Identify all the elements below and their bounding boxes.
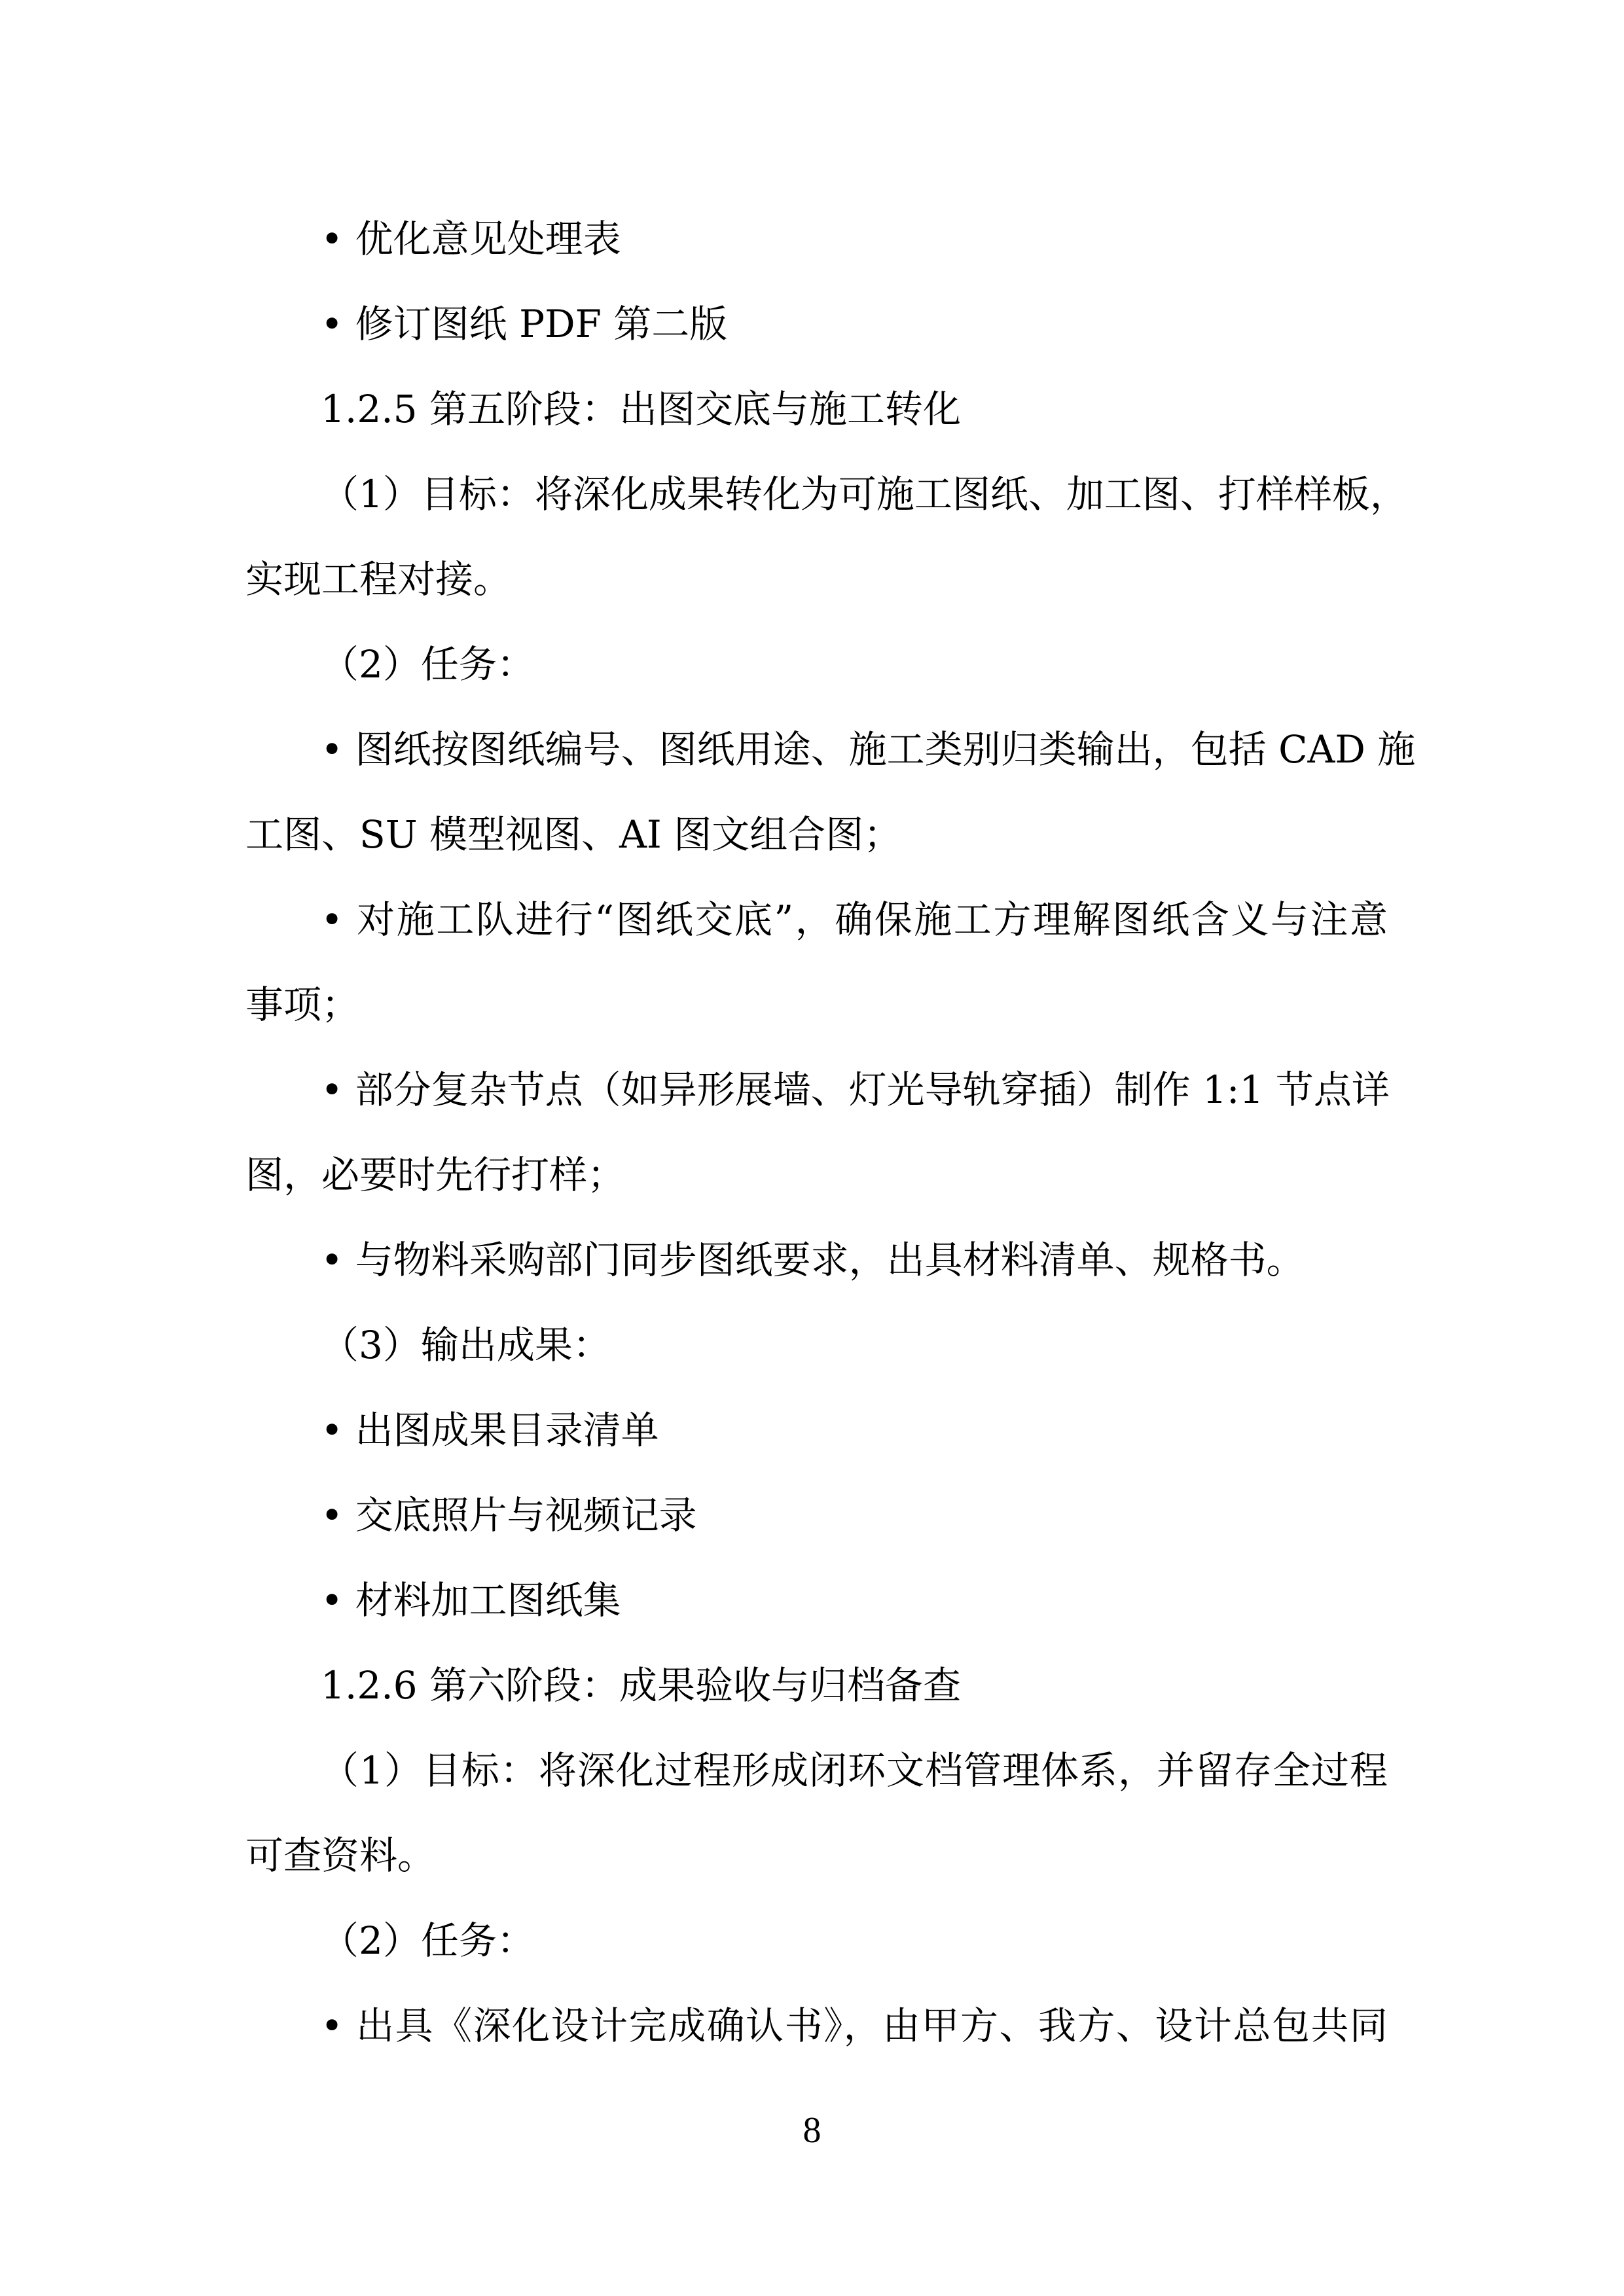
paragraph-line: 事项； — [245, 982, 360, 1027]
bullet-item: • 出具《深化设计完成确认书》，由甲方、我方、设计总包共同 — [321, 2003, 1388, 2048]
bullet-item: • 对施工队进行“图纸交底”，确保施工方理解图纸含义与注意 — [321, 897, 1388, 942]
bullet-item: • 优化意见处理表 — [321, 217, 621, 261]
bullet-item: • 修订图纸 PDF 第二版 — [321, 302, 728, 346]
page-number: 8 — [803, 2110, 821, 2151]
paragraph-line: （1）目标：将深化成果转化为可施工图纸、加工图、打样样板， — [321, 472, 1408, 516]
subheading: （2）任务： — [321, 1918, 535, 1963]
paragraph-line: 图，必要时先行打样； — [245, 1153, 626, 1197]
paragraph-line: （1）目标：将深化过程形成闭环文档管理体系，并留存全过程 — [321, 1748, 1388, 1793]
paragraph-line: 工图、SU 模型视图、AI 图文组合图； — [245, 812, 902, 857]
section-heading: 1.2.6 第六阶段：成果验收与归档备查 — [321, 1663, 962, 1708]
bullet-item: • 交底照片与视频记录 — [321, 1493, 697, 1537]
section-heading: 1.2.5 第五阶段：出图交底与施工转化 — [321, 387, 962, 431]
paragraph-line: 实现工程对接。 — [245, 557, 512, 601]
subheading: （2）任务： — [321, 642, 535, 687]
bullet-item: • 出图成果目录清单 — [321, 1408, 659, 1452]
bullet-item: • 部分复杂节点（如异形展墙、灯光导轨穿插）制作 1:1 节点详 — [321, 1067, 1390, 1112]
subheading: （3）输出成果： — [321, 1323, 611, 1367]
bullet-item: • 与物料采购部门同步图纸要求，出具材料清单、规格书。 — [321, 1238, 1305, 1282]
bullet-item: • 材料加工图纸集 — [321, 1578, 621, 1623]
bullet-item: • 图纸按图纸编号、图纸用途、施工类别归类输出，包括 CAD 施 — [321, 727, 1416, 772]
paragraph-line: 可查资料。 — [245, 1833, 436, 1878]
